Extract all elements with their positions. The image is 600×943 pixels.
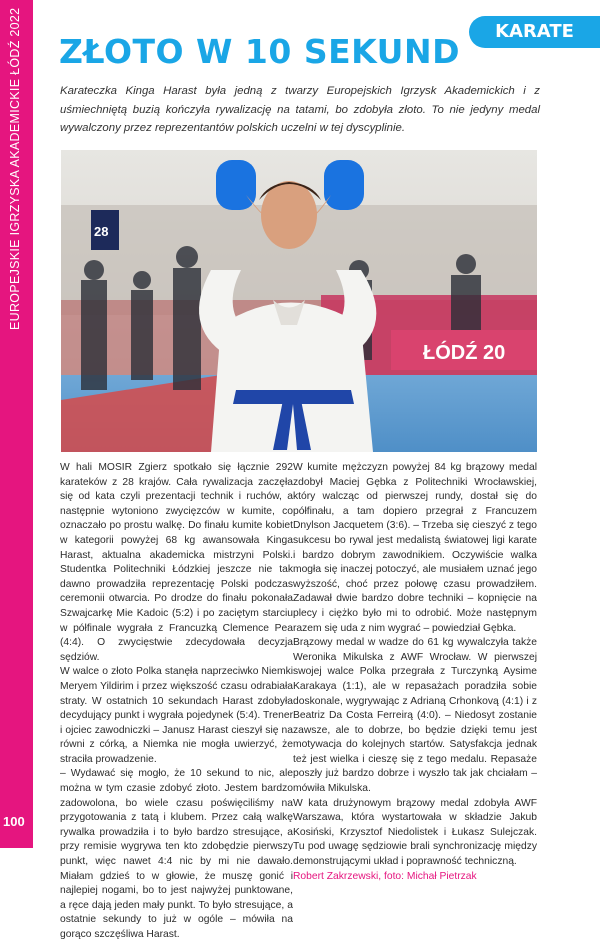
section-tag: KARATE bbox=[469, 16, 600, 48]
article-paragraph: W kumite mężczyzn powyżej 84 kg brązowy medal zdobył Maciej Gębka z Politechniki Wrocławskiej, który walcząc od pierwszej rundy, dostał się do półfinału, a tam dopiero przegrał z Francuzem Dnylson Jacquetem (3:6). – Trzeba się cieszyć z tego sukcesu bo rywal jest medalistą światowej ligi karate i bardzo dobrym zawodnikiem. Oczywiście walka mogła się inaczej potoczyć, ale musiałem uznać jego wyższość, choć przez połowę czasu prowadziłem. Zadawał dwie bardzo dobre techniki – kopnięcie na plecy i ciężko było mi to odrobić. Może następnym razem się uda z nim wygrać – powiedział Gębka. bbox=[293, 462, 537, 634]
article-paragraph: – Wydawać się mogło, że 10 sekund to nic, ale można w tym czasie zdobyć złoto. Jestem bardzo zadowolona, bo wiele czasu poświęciliśmy na przygotowania z tatą i klubem. Przez całą walkę rywalka prowadziła i to było bardzo stresujące, a przy remisie wygrywa ten kto zdobędzie pierwszy punkt, więc nawet 4:4 nic by mi nie dawało. Miałam gdzieś to w głowie, że muszę gonić i najlepiej nogami, bo to jest najwyżej punktowane, a ręce dają jeden mały punkt. To było stresujące, a ostatnie sekundy to już w ogóle – mówiła na gorąco szczęśliwa Harast. bbox=[60, 768, 293, 940]
score-sign: 28 bbox=[94, 224, 109, 239]
article-photo bbox=[61, 150, 537, 452]
article-paragraph: W walce o złoto Polka stanęła naprzeciwko Niemki Meryem Yildirim i przez większość czasu odrabiała straty. W ostatnich 10 sekundach Harast zdobyła decydujący punkt i wygrała pojedynek (5:4). Trener i ojciec zawodniczki – Janusz Harast cieszył się na równi z córką, a Niemka nie mogła uwierzyć, że straciła prowadzenie. bbox=[60, 666, 293, 765]
article-paragraph: W kata drużynowym brązowy medal zdobyła AWF Warszawa, która wystartowała w składzie Jakub Kosiński, Krzysztof Niedolistek i Łukasz Sulejczak. Tu pod uwagę sędziowie brali synchronizację między demonstrującymi układ i poprawność techniczną. bbox=[293, 797, 537, 868]
article-column-left bbox=[60, 461, 293, 943]
sidebar-band bbox=[0, 0, 33, 848]
article-paragraph: W hali MOSIR Zgierz spotkało się łącznie 292 karateków z 28 krajów. Cała rywalizacja zaczęła się od kata czyli prezentacji technik i ruchów, a następnie wytoniono zwycięzców w kumite, co oznaczało po prostu walkę. Do finału kumite kobiet w kategorii powyżej 68 kg awansowała Kinga Harast, aktualna akademicka mistrzyni Polski. Studentka Politechniki Łódzkiej jeszcze nie tak dawno prowadziła reprezentację Polski podczas ceremonii otwarcia. Po drodze do finału pokonała Szwajcarkę Mie Kadoic (5:2) i po zaciętym starciu w półfinale wygrała z Francuzką Clemence Pea (4:4). O zwycięstwie zdecydowała decyzja sędziów. bbox=[60, 462, 293, 663]
page-number: 100 bbox=[3, 814, 25, 829]
sidebar-event-label: EUROPEJSKIE IGRZYSKA AKADEMICKIE ŁÓDŹ 2022 bbox=[8, 7, 22, 330]
article-lead: Karateczka Kinga Harast była jedną z twarzy Europejskich Igrzysk Akademickich i z uśmiechniętą buzią kończyła rywalizację na tatami, bo zdobyła złoto. To nie jedyny medal wywalczony przez reprezentantów polskich uczelni w tej dyscyplinie. bbox=[60, 85, 540, 134]
article-column-right bbox=[293, 461, 537, 884]
karate-athlete-photo bbox=[61, 150, 537, 452]
banner-text: ŁÓDŹ 20 bbox=[423, 342, 506, 364]
article-title: ZŁOTO W 10 SEKUND bbox=[59, 32, 460, 71]
article-paragraph: Brązowy medal w wadze do 61 kg wywalczyła także Weronika Mikulska z AWF Wrocław. W pierwszej swojej walce Polka przegrała z Turczynką Aysime Karakaya (1:1), ale w repasażach poradziła sobie doskonale, wygrywając z Adrianą Crhonkovą (4:1) i z Beatriz Da Costa Ferreirą (4:0). – Niedosyt zostanie zawsze, ale to dobrze, bo będzie dzięki temu jest motywacja do kolejnych startów. Satysfakcja jednak też jest wielka i cieszę się z tego medalu. Repasaże poszły już bardzo dobrze i wyszło tak jak chciałam – mówiła Mikulska. bbox=[293, 637, 537, 795]
article-credit: Robert Zakrzewski, foto: Michał Pietrzak bbox=[293, 870, 477, 882]
